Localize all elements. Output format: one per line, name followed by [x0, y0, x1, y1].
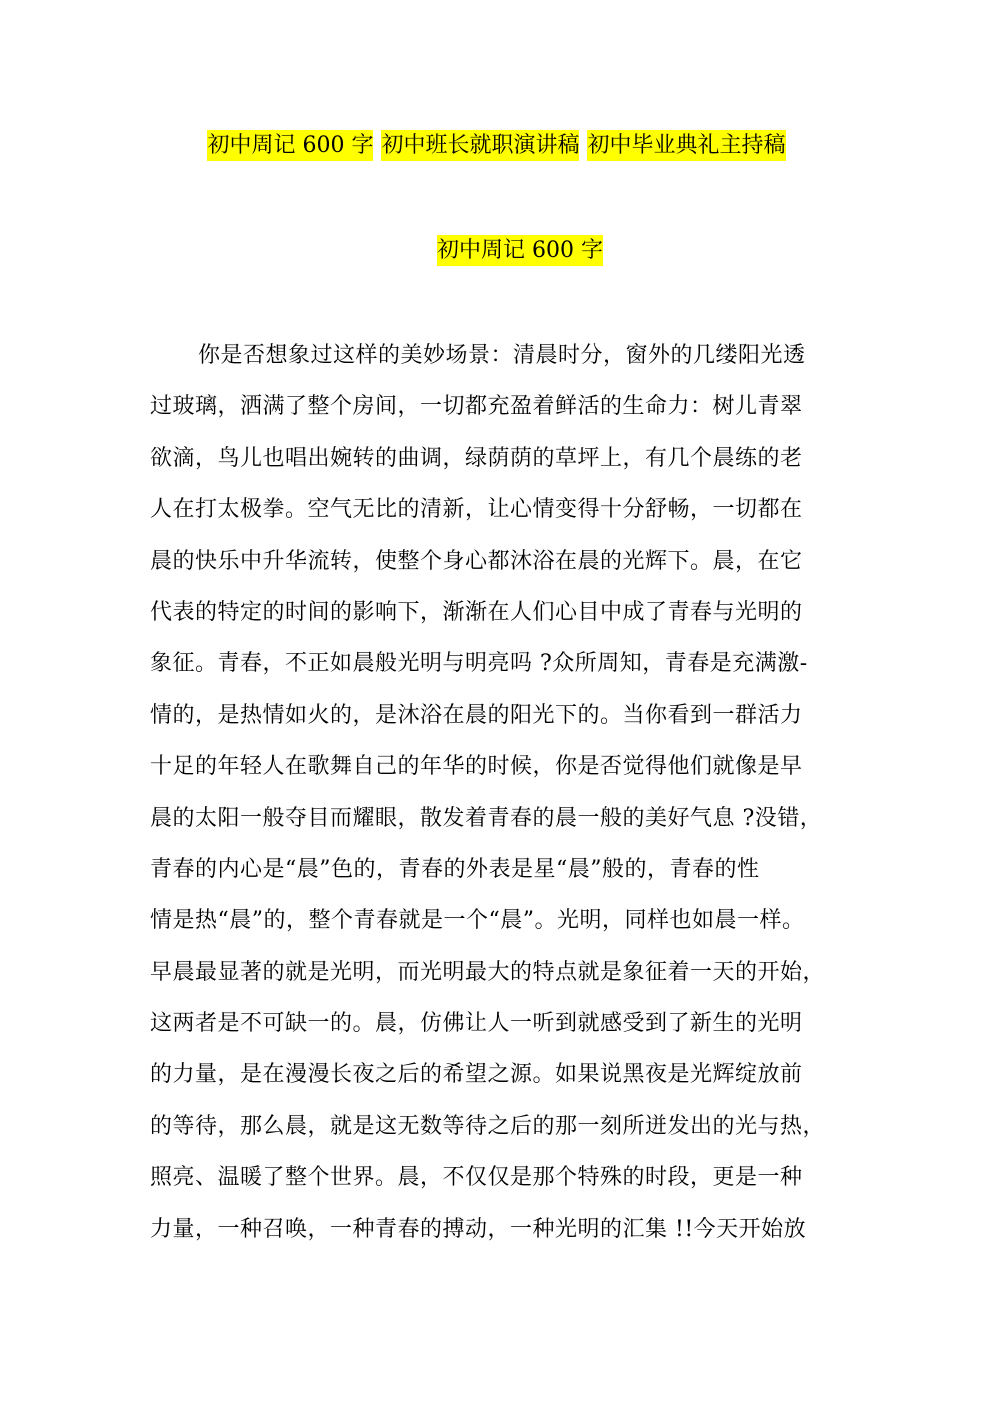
body-line: 早晨最显著的就是光明，而光明最大的特点就是象征着一天的开始， [150, 959, 826, 985]
body-line: 象征。青春，不正如晨般光明与明亮吗 ?众所周知，青春是充满激- [150, 651, 808, 677]
body-line: 的力量，是在漫漫长夜之后的希望之源。如果说黑夜是光辉绽放前 [150, 1062, 803, 1088]
body-line: 青春的内心是“晨”色的，青春的外表是星“晨”般的，青春的性 [150, 856, 760, 882]
body-line: 人在打太极拳。空气无比的清新，让心情变得十分舒畅，一切都在 [150, 497, 803, 523]
body-line: 晨的太阳一般夺目而耀眼，散发着青春的晨一般的美好气息 ?没错， [150, 805, 823, 831]
header-title-weekly-journal: 初中周记 600 字 [207, 130, 373, 161]
body-line: 你是否想象过这样的美妙场景：清晨时分，窗外的几缕阳光透 [198, 343, 806, 368]
body-line: 情是热“晨”的，整个青春就是一个“晨”。光明，同样也如晨一样。 [150, 908, 805, 934]
body-line: 欲滴，鸟儿也唱出婉转的曲调，绿荫荫的草坪上，有几个晨练的老 [150, 445, 803, 471]
document-header-titles [0, 128, 993, 164]
header-title-graduation-host-script: 初中毕业典礼主持稿 [587, 130, 785, 161]
article-title [0, 233, 993, 269]
header-title-monitor-speech: 初中班长就职演讲稿 [381, 130, 579, 161]
article-title-text: 初中周记 600 字 [437, 235, 603, 266]
article-body [150, 336, 870, 1261]
body-line: 力量，一种召唤，一种青春的搏动，一种光明的汇集 !!今天开始放 [150, 1216, 807, 1242]
body-line: 十足的年轻人在歌舞自己的年华的时候，你是否觉得他们就像是早 [150, 754, 803, 780]
body-line: 晨的快乐中升华流转，使整个身心都沐浴在晨的光辉下。晨，在它 [150, 548, 803, 574]
body-line: 过玻璃，洒满了整个房间，一切都充盈着鲜活的生命力：树儿青翠 [150, 394, 803, 420]
body-line: 这两者是不可缺一的。晨，仿佛让人一听到就感受到了新生的光明 [150, 1011, 803, 1037]
body-line: 照亮、温暖了整个世界。晨，不仅仅是那个特殊的时段，更是一种 [150, 1165, 803, 1191]
body-line: 的等待，那么晨，就是这无数等待之后的那一刻所迸发出的光与热， [150, 1113, 826, 1139]
body-line: 代表的特定的时间的影响下，渐渐在人们心目中成了青春与光明的 [150, 599, 803, 625]
body-line: 情的，是热情如火的，是沐浴在晨的阳光下的。当你看到一群活力 [150, 702, 803, 728]
